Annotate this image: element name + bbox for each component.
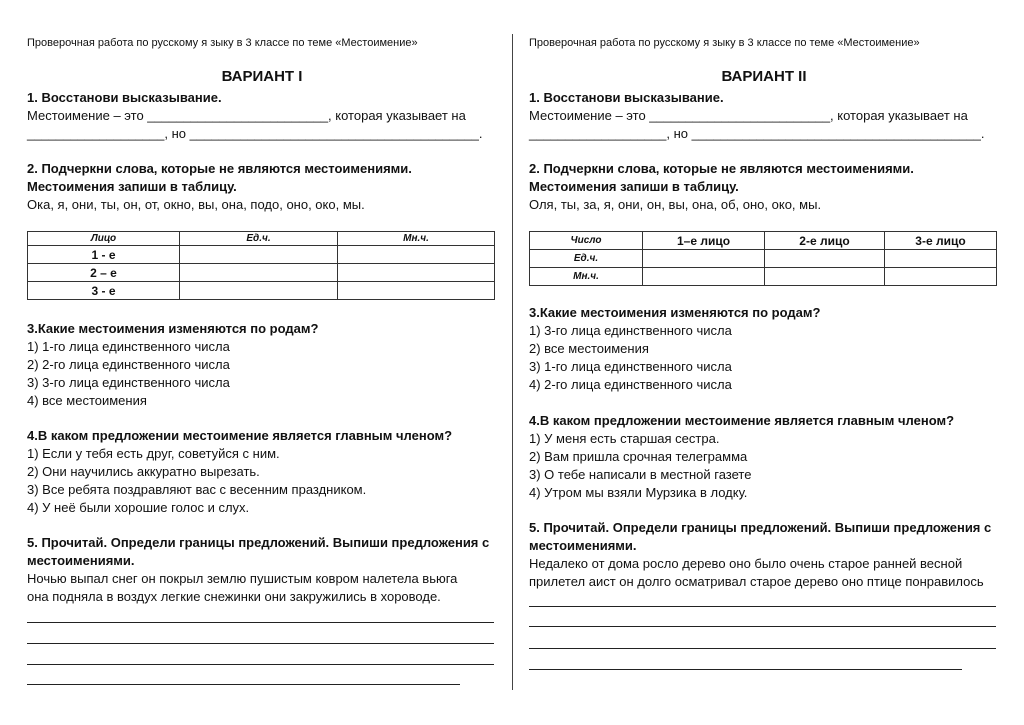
q4-option-2: 2) Они научились аккуратно вырезать. [27,464,260,479]
table-row-label-1: 1 - е [28,246,180,264]
variant-2-column [529,0,999,725]
table-cell[interactable] [885,268,997,286]
table-cell[interactable] [338,282,495,300]
table-header-third-person: 3-е лицо [885,232,997,250]
q4-option-1: 1) У меня есть старшая сестра. [529,431,720,446]
variant-title: ВАРИАНТ I [221,68,303,85]
table-row-label-3: 3 - е [28,282,180,300]
q3-title: 3.Какие местоимения изменяются по родам? [529,305,821,320]
table-row-label-2: 2 – е [28,264,180,282]
table-row-label-plural: Мн.ч. [530,268,643,286]
q5-title: 5. Прочитай. Определи границы предложений. Выпиши предложения с [27,535,490,550]
table-row-label-singular: Ед.ч. [530,250,643,268]
q3-option-3: 3) 1-го лица единственного числа [529,359,732,374]
q3-option-4: 4) 2-го лица единственного числа [529,377,732,392]
table-header-first-person: 1–е лицо [643,232,765,250]
q5-title: 5. Прочитай. Определи границы предложений. Выпиши предложения с [529,520,992,535]
q5-text-line-2: она подняла в воздух легкие снежинки они закружились в хороводе. [27,589,441,604]
table-cell[interactable] [643,250,765,268]
q4-option-3: 3) Все ребята поздравляют вас с весенним праздником. [27,482,367,497]
q3-title: 3.Какие местоимения изменяются по родам? [27,321,319,336]
answer-line[interactable] [529,648,996,649]
q3-option-3: 3) 3-го лица единственного числа [27,375,230,390]
table-cell[interactable] [180,264,338,282]
q5-text-line-1: Ночью выпал снег он покрыл землю пушистым ковром налетела вьюга [27,571,458,586]
q4-title: 4.В каком предложении местоимение является главным членом? [529,413,955,428]
q2-subtitle: Местоимения запиши в таблицу. [27,179,237,194]
table-header-singular: Ед.ч. [180,232,338,246]
answer-line[interactable] [27,684,460,685]
q1-title: 1. Восстанови высказывание. [529,90,724,105]
q2-subtitle: Местоимения запиши в таблицу. [529,179,739,194]
page-divider [512,34,513,690]
q1-title: 1. Восстанови высказывание. [27,90,222,105]
pronoun-table [27,231,495,300]
q1-line-1: Местоимение – это _________________________, которая указывает на [27,108,466,123]
answer-line[interactable] [529,606,996,607]
variant-title: ВАРИАНТ II [721,68,807,85]
q5-title-cont: местоимениями. [27,553,135,568]
table-header-number: Число [530,232,643,250]
q4-option-2: 2) Вам пришла срочная телеграмма [529,449,748,464]
q3-option-1: 1) 1-го лица единственного числа [27,339,230,354]
q4-title: 4.В каком предложении местоимение является главным членом? [27,428,453,443]
table-header-plural: Мн.ч. [338,232,495,246]
q1-line-2: ___________________, но ________________________________________. [27,126,483,141]
table-header-second-person: 2-е лицо [765,232,885,250]
q3-option-2: 2) все местоимения [529,341,649,356]
q4-option-4: 4) У неё были хорошие голос и слух. [27,500,250,515]
q4-option-3: 3) О тебе написали в местной газете [529,467,752,482]
table-cell[interactable] [180,246,338,264]
q4-option-4: 4) Утром мы взяли Мурзика в лодку. [529,485,748,500]
q3-option-2: 2) 2-го лица единственного числа [27,357,230,372]
q5-text-line-2: прилетел аист он долго осматривал старое дерево оно птице понравилось [529,574,984,589]
q2-word-list: Ока, я, они, ты, он, от, окно, вы, она, подо, оно, око, мы. [27,197,365,212]
q3-option-1: 1) 3-го лица единственного числа [529,323,732,338]
table-cell[interactable] [765,268,885,286]
q4-option-1: 1) Если у тебя есть друг, советуйся с ним. [27,446,280,461]
table-cell[interactable] [765,250,885,268]
answer-line[interactable] [27,622,494,623]
table-cell[interactable] [180,282,338,300]
table-cell[interactable] [338,246,495,264]
pronoun-table [529,231,997,286]
q1-line-2: ___________________, но ________________________________________. [529,126,985,141]
worksheet-header: Проверочная работа по русскому я зыку в 3 классе по теме «Местоимение» [529,37,920,49]
q5-text-line-1: Недалеко от дома росло дерево оно было очень старое ранней весной [529,556,963,571]
variant-1-column [27,0,497,725]
table-header-person: Лицо [28,232,180,246]
q2-word-list: Оля, ты, за, я, они, он, вы, она, об, оно, око, мы. [529,197,822,212]
q2-title: 2. Подчеркни слова, которые не являются местоимениями. [27,161,412,176]
q1-line-1: Местоимение – это _________________________, которая указывает на [529,108,968,123]
answer-line[interactable] [27,664,494,665]
answer-line[interactable] [529,626,996,627]
answer-line[interactable] [27,643,494,644]
table-cell[interactable] [338,264,495,282]
answer-line[interactable] [529,669,962,670]
table-cell[interactable] [885,250,997,268]
q3-option-4: 4) все местоимения [27,393,147,408]
worksheet-header: Проверочная работа по русскому я зыку в 3 классе по теме «Местоимение» [27,37,418,49]
q5-title-cont: местоимениями. [529,538,637,553]
table-cell[interactable] [643,268,765,286]
q2-title: 2. Подчеркни слова, которые не являются местоимениями. [529,161,914,176]
